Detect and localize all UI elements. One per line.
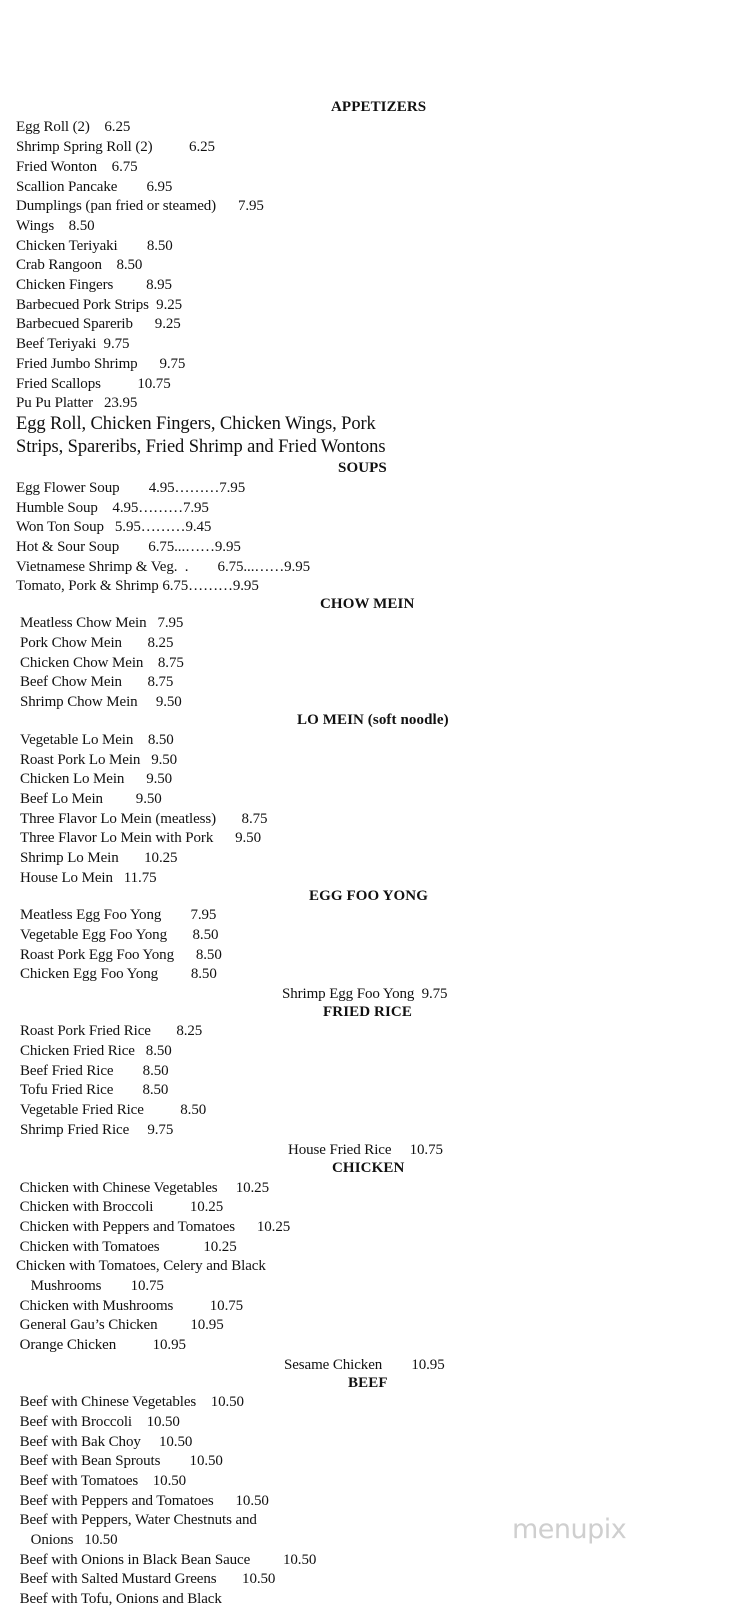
- egg-foo-yong-heading: EGG FOO YONG: [309, 888, 428, 904]
- menu-item: Fried Scallops 10.75: [16, 376, 171, 392]
- menu-item: Beef with Bean Sprouts 10.50: [16, 1453, 223, 1469]
- menu-item: Shrimp Lo Mein 10.25: [20, 850, 178, 866]
- menu-item: Barbecued Sparerib 9.25: [16, 316, 181, 332]
- menu-item: Meatless Egg Foo Yong 7.95: [20, 907, 217, 923]
- menu-item: Beef with Peppers and Tomatoes 10.50: [16, 1493, 269, 1509]
- menu-item: Beef with Onions in Black Bean Sauce 10.50: [16, 1552, 317, 1568]
- platter-description: Egg Roll, Chicken Fingers, Chicken Wings, Pork: [16, 414, 376, 434]
- menu-item: Beef Lo Mein 9.50: [20, 791, 162, 807]
- menu-item: Chicken with Tomatoes 10.25: [16, 1239, 237, 1255]
- menu-item: Egg Roll (2) 6.25: [16, 119, 131, 135]
- menu-item: Chicken Fried Rice 8.50: [20, 1043, 172, 1059]
- menu-item: Chicken with Mushrooms 10.75: [16, 1298, 244, 1314]
- soups-heading: SOUPS: [338, 460, 387, 476]
- menu-item: Pu Pu Platter 23.95: [16, 395, 138, 411]
- fried-rice-heading: FRIED RICE: [323, 1004, 412, 1020]
- menu-item: House Fried Rice 10.75: [288, 1142, 443, 1158]
- menu-item: Chicken with Tomatoes, Celery and Black: [16, 1258, 266, 1274]
- menu-item: Shrimp Spring Roll (2) 6.25: [16, 139, 215, 155]
- menu-item: Roast Pork Lo Mein 9.50: [20, 752, 178, 768]
- menupix-watermark: menupix: [512, 1514, 627, 1545]
- menu-item: Humble Soup 4.95………7.95: [16, 500, 209, 516]
- menu-item: Three Flavor Lo Mein (meatless) 8.75: [20, 811, 268, 827]
- menu-item: Meatless Chow Mein 7.95: [20, 615, 184, 631]
- menu-item: Orange Chicken 10.95: [16, 1337, 186, 1353]
- menu-item: Shrimp Egg Foo Yong 9.75: [282, 986, 448, 1002]
- menu-item: Tomato, Pork & Shrimp 6.75………9.95: [16, 578, 259, 594]
- platter-description: Strips, Spareribs, Fried Shrimp and Fried Wontons: [16, 437, 386, 457]
- menu-item: Barbecued Pork Strips 9.25: [16, 297, 183, 313]
- menu-item: Shrimp Fried Rice 9.75: [20, 1122, 174, 1138]
- menu-item: Won Ton Soup 5.95………9.45: [16, 519, 212, 535]
- menu-item: Three Flavor Lo Mein with Pork 9.50: [20, 830, 261, 846]
- menu-item: Hot & Sour Soup 6.75...……9.95: [16, 539, 241, 555]
- menu-item: Wings 8.50: [16, 218, 95, 234]
- menu-item: Chicken Teriyaki 8.50: [16, 238, 173, 254]
- menu-item: Chicken Fingers 8.95: [16, 277, 172, 293]
- chow-mein-heading: CHOW MEIN: [320, 596, 415, 612]
- menu-item: Crab Rangoon 8.50: [16, 257, 143, 273]
- menu-item: House Lo Mein 11.75: [20, 870, 157, 886]
- menu-item: Chicken with Peppers and Tomatoes 10.25: [16, 1219, 291, 1235]
- menu-item: General Gau’s Chicken 10.95: [16, 1317, 224, 1333]
- menu-item: Beef with Salted Mustard Greens 10.50: [16, 1571, 276, 1587]
- menu-item: Beef with Tofu, Onions and Black: [16, 1591, 222, 1607]
- appetizers-heading: APPETIZERS: [331, 99, 427, 115]
- menu-item: Beef with Peppers, Water Chestnuts and: [16, 1512, 257, 1528]
- menu-item: Beef with Chinese Vegetables 10.50: [16, 1394, 244, 1410]
- menu-item: Scallion Pancake 6.95: [16, 179, 173, 195]
- menu-item: Beef Teriyaki 9.75: [16, 336, 130, 352]
- chicken-heading: CHICKEN: [332, 1160, 405, 1176]
- menu-item: Sesame Chicken 10.95: [284, 1357, 445, 1373]
- menu-item: Beef with Broccoli 10.50: [16, 1414, 180, 1430]
- menu-item: Mushrooms 10.75: [16, 1278, 164, 1294]
- menu-item: Onions 10.50: [16, 1532, 118, 1548]
- menu-item: Tofu Fried Rice 8.50: [20, 1082, 169, 1098]
- menu-item: Roast Pork Fried Rice 8.25: [20, 1023, 203, 1039]
- menu-item: Roast Pork Egg Foo Yong 8.50: [20, 947, 222, 963]
- menu-item: Chicken with Chinese Vegetables 10.25: [16, 1180, 269, 1196]
- beef-heading: BEEF: [348, 1375, 388, 1391]
- menu-item: Shrimp Chow Mein 9.50: [20, 694, 182, 710]
- menu-item: Beef Fried Rice 8.50: [20, 1063, 169, 1079]
- menu-item: Chicken Chow Mein 8.75: [20, 655, 184, 671]
- menu-item: Vegetable Fried Rice 8.50: [20, 1102, 207, 1118]
- lo-mein-heading: LO MEIN (soft noodle): [297, 712, 449, 728]
- menu-item: Vietnamese Shrimp & Veg. . 6.75...……9.95: [16, 559, 310, 575]
- menu-item: Beef Chow Mein 8.75: [20, 674, 174, 690]
- menu-item: Chicken Egg Foo Yong 8.50: [20, 966, 217, 982]
- menu-item: Chicken with Broccoli 10.25: [16, 1199, 224, 1215]
- menu-item: Pork Chow Mein 8.25: [20, 635, 174, 651]
- menu-item: Beef with Tomatoes 10.50: [16, 1473, 187, 1489]
- menu-item: Vegetable Egg Foo Yong 8.50: [20, 927, 219, 943]
- menu-item: Beef with Bak Choy 10.50: [16, 1434, 193, 1450]
- menu-item: Dumplings (pan fried or steamed) 7.95: [16, 198, 264, 214]
- menu-item: Egg Flower Soup 4.95………7.95: [16, 480, 246, 496]
- menu-item: Chicken Lo Mein 9.50: [20, 771, 173, 787]
- menu-item: Vegetable Lo Mein 8.50: [20, 732, 174, 748]
- menu-item: Fried Wonton 6.75: [16, 159, 138, 175]
- menu-item: Fried Jumbo Shrimp 9.75: [16, 356, 186, 372]
